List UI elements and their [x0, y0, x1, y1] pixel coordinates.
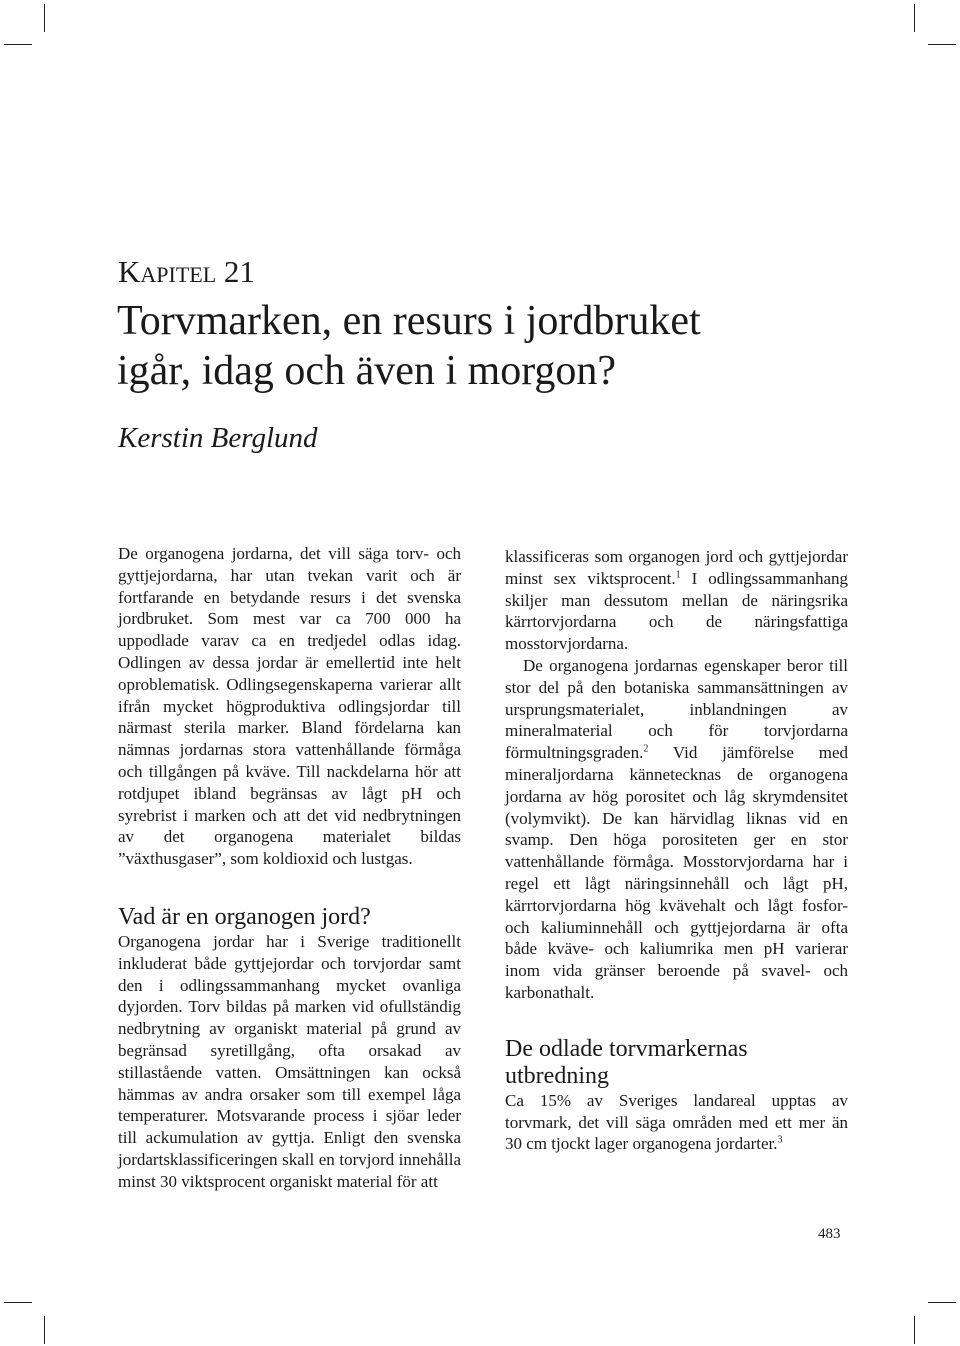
crop-mark-bottom-left-h: [4, 1302, 32, 1303]
page-number: 483: [818, 1226, 841, 1242]
section-text-organogen-continued: klassificeras som organogen jord och gyttjejordar minst sex viktsprocent.: [505, 547, 848, 588]
footnote-ref-3: 3: [777, 1134, 783, 1146]
paragraph-properties: [505, 655, 848, 1004]
author-name: Kerstin Berglund: [118, 422, 318, 454]
crop-mark-bottom-right: [914, 1316, 915, 1344]
section-paragraph-organogen: [118, 931, 461, 1193]
footnote-ref-2: 2: [643, 743, 649, 755]
paragraph-continuation: I odlingssammanhang skiljer man dessutom mellan de näringsrika kärrtorvjordarna och de näringsfattiga mosstorvjordarna.: [505, 568, 848, 654]
footnote-ref-1: 1: [675, 569, 681, 581]
crop-mark-top-left: [44, 4, 45, 32]
section-text-utbredning: Ca 15% av Sveriges landareal upptas av torvmark, det vill säga områden med ett mer än 30 cm tjockt lager organogena jordarter.: [505, 1090, 848, 1154]
chapter-prefix: Kapitel: [118, 254, 217, 289]
chapter-title: [117, 296, 837, 396]
crop-mark-bottom-left: [44, 1316, 45, 1344]
title-line-2: igår, idag och även i morgon?: [117, 348, 617, 394]
paragraph-2: [505, 546, 848, 655]
paragraph-1-rest: [505, 547, 848, 653]
intro-paragraph: De organogena jordarna, det vill säga torv- och gyttjejordarna, har utan tvekan varit och är fortfarande en betydande resurs i det svenska jordbruket. Som mest var ca 700 000 ha uppodlade varav ca en tredjedel odlas idag. Odlingen av dessa jordar är emellertid inte helt oproblematisk. Odlingsegenskaperna varierar allt ifrån mycket högproduktiva odlingsjordar till närmast sterila marker. Bland fördelarna kan nämnas jordarnas stora vattenhållande förmåga och tillgången på kväve. Till nackdelarna hör att rotdjupet ibland begränsas av lågt pH och syrebrist i marken och att det vid nedbrytningen av det organogena materialet bildas ”växthusgaser”, som koldioxid och lustgas.: [118, 544, 461, 869]
crop-mark-top-right: [914, 4, 915, 32]
properties-text-rest: Vid jämförelse med mineraljordarna kännetecknas de organogena jordarna av hög porositet och låg skrymdensitet (volymvikt). De kan härvidlag liknas vid en svamp. Den höga porositeten ger en stor vattenhållande förmåga. Mosstorvjordarna har i regel ett lågt näringsinnehåll och lågt pH, kärrtorvjordarna hög kvävehalt och lågt fosfor- och kaliuminnehåll och gyttjejordarna är ofta både kväve- och kaliumrika men pH varierar inom vida gränser beroende på svavel- och karbonathalt.: [505, 743, 848, 1002]
properties-text-start: De organogena jordarnas egenskaper beror till stor del på den botaniska sammansättningen av ursprungsmaterialet, inblandningen av mineralmaterial och för torvjordarna förmultningsgraden.: [505, 655, 848, 763]
section-heading-utbredning: De odlade torvmarkernas utbredning: [505, 1035, 748, 1089]
title-line-1: Torvmarken, en resurs i jordbruket: [117, 298, 701, 344]
crop-mark-top-right-h: [928, 44, 956, 45]
crop-mark-bottom-right-h: [928, 1302, 956, 1303]
chapter-label: [118, 254, 255, 290]
right-column: [505, 546, 848, 1155]
left-column: [118, 543, 461, 1193]
chapter-number: 21: [223, 254, 255, 289]
section-text-organogen: Organogena jordar har i Sverige traditionellt inkluderat både gyttjejordar och torvjordar samt den i odlingssammanhang mycket ovanliga dyjorden. Torv bildas på marken vid ofullständig nedbrytning av organiskt material på grund av begränsad syretillgång, ofta orsakad av stillastående vatten. Omsättningen kan också hämmas av andra orsaker som till exempel låga temperaturer. Motsvarande process i sjöar leder till ackumulation av gyttja. Enligt den svenska jordartsklassificeringen skall en torvjord innehålla minst 30 viktsprocent organiskt material för att: [118, 931, 461, 1191]
section-heading-organogen: Vad är en organogen jord?: [118, 903, 371, 930]
crop-mark-top-left-h: [4, 44, 32, 45]
section-paragraph-utbredning: [505, 1090, 848, 1155]
